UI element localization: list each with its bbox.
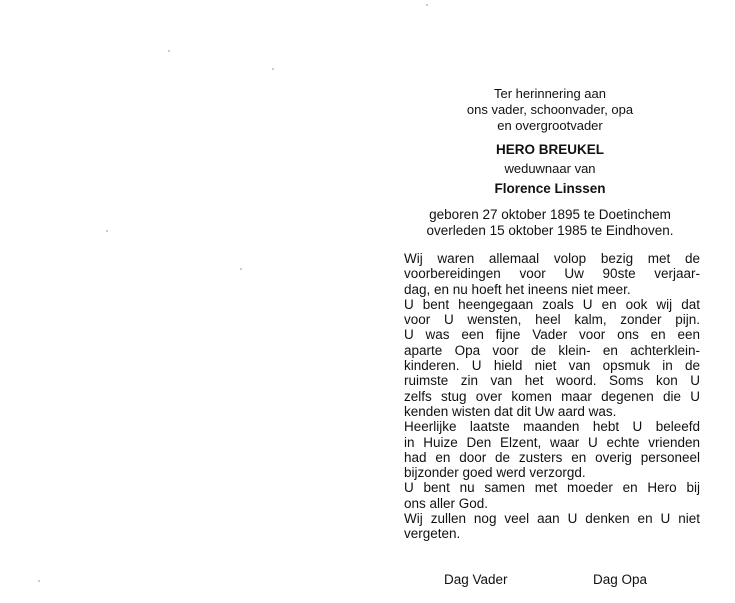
scan-speck [272,68,274,70]
death-date: overleden 15 oktober 1985 te Eindhoven. [426,223,674,238]
scan-speck [106,230,108,232]
text-line: Wij zullen nog veel aan U denken en U niet [404,511,700,527]
text-line: U bent nu samen met moeder en Hero bij [404,480,700,496]
card-heading [400,86,700,134]
heading-line: ons vader, schoonvader, opa [466,102,634,117]
heading-line: Ter herinnering aan [493,86,607,101]
spouse-name: Florence Linssen [494,181,606,196]
widower-of-label: weduwnaar van [504,161,596,176]
farewell-father: Dag Vader [444,572,508,587]
heading-line: en overgrootvader [497,118,603,133]
text-line: voorbereidingen voor Uw 90ste verjaar- [404,266,700,282]
text-line: in Huize Den Elzent, waar U echte vrienden [404,434,700,450]
text-line: zelfs stug over komen maar degenen die U [404,388,700,404]
text-line: U was een fijne Vader voor ons en een [404,327,700,343]
text-line: Wij waren allemaal volop bezig met de [404,251,700,266]
text-line: bijzonder goed werd verzorgd. [404,465,586,481]
memorial-text [400,251,700,542]
farewell-grandfather: Dag Opa [593,572,648,587]
text-line: Heerlijke laatste maanden hebt U beleefd [404,419,700,435]
text-line: kinderen. U hield niet van opsmuk in de [404,358,700,374]
text-line: dag, en nu hoeft het ineens niet meer. [404,281,631,297]
birth-date: geboren 27 oktober 1895 te Doetinchem [429,207,671,222]
text-line: aparte Opa voor de klein- en achterklein- [404,342,700,358]
text-line: voor U wensten, heel kalm, zonder pijn. [404,312,700,328]
text-line: kenden wisten dat dit Uw aard was. [404,403,617,419]
text-line: vergeten. [404,526,461,542]
text-line: ons aller God. [404,495,489,511]
scan-speck [426,4,428,6]
scan-speck [240,268,242,270]
deceased-name: HERO BREUKEL [495,142,604,157]
life-dates [400,207,700,239]
text-line: ruimste zin van het woord. Soms kon U [404,373,700,389]
memorial-card [400,86,700,542]
scan-speck [38,580,40,582]
text-line: U bent heengegaan zoals U en ook wij dat [404,296,700,312]
scan-speck [168,50,170,52]
text-line: had en door de zusters en overig personeel [404,449,700,465]
